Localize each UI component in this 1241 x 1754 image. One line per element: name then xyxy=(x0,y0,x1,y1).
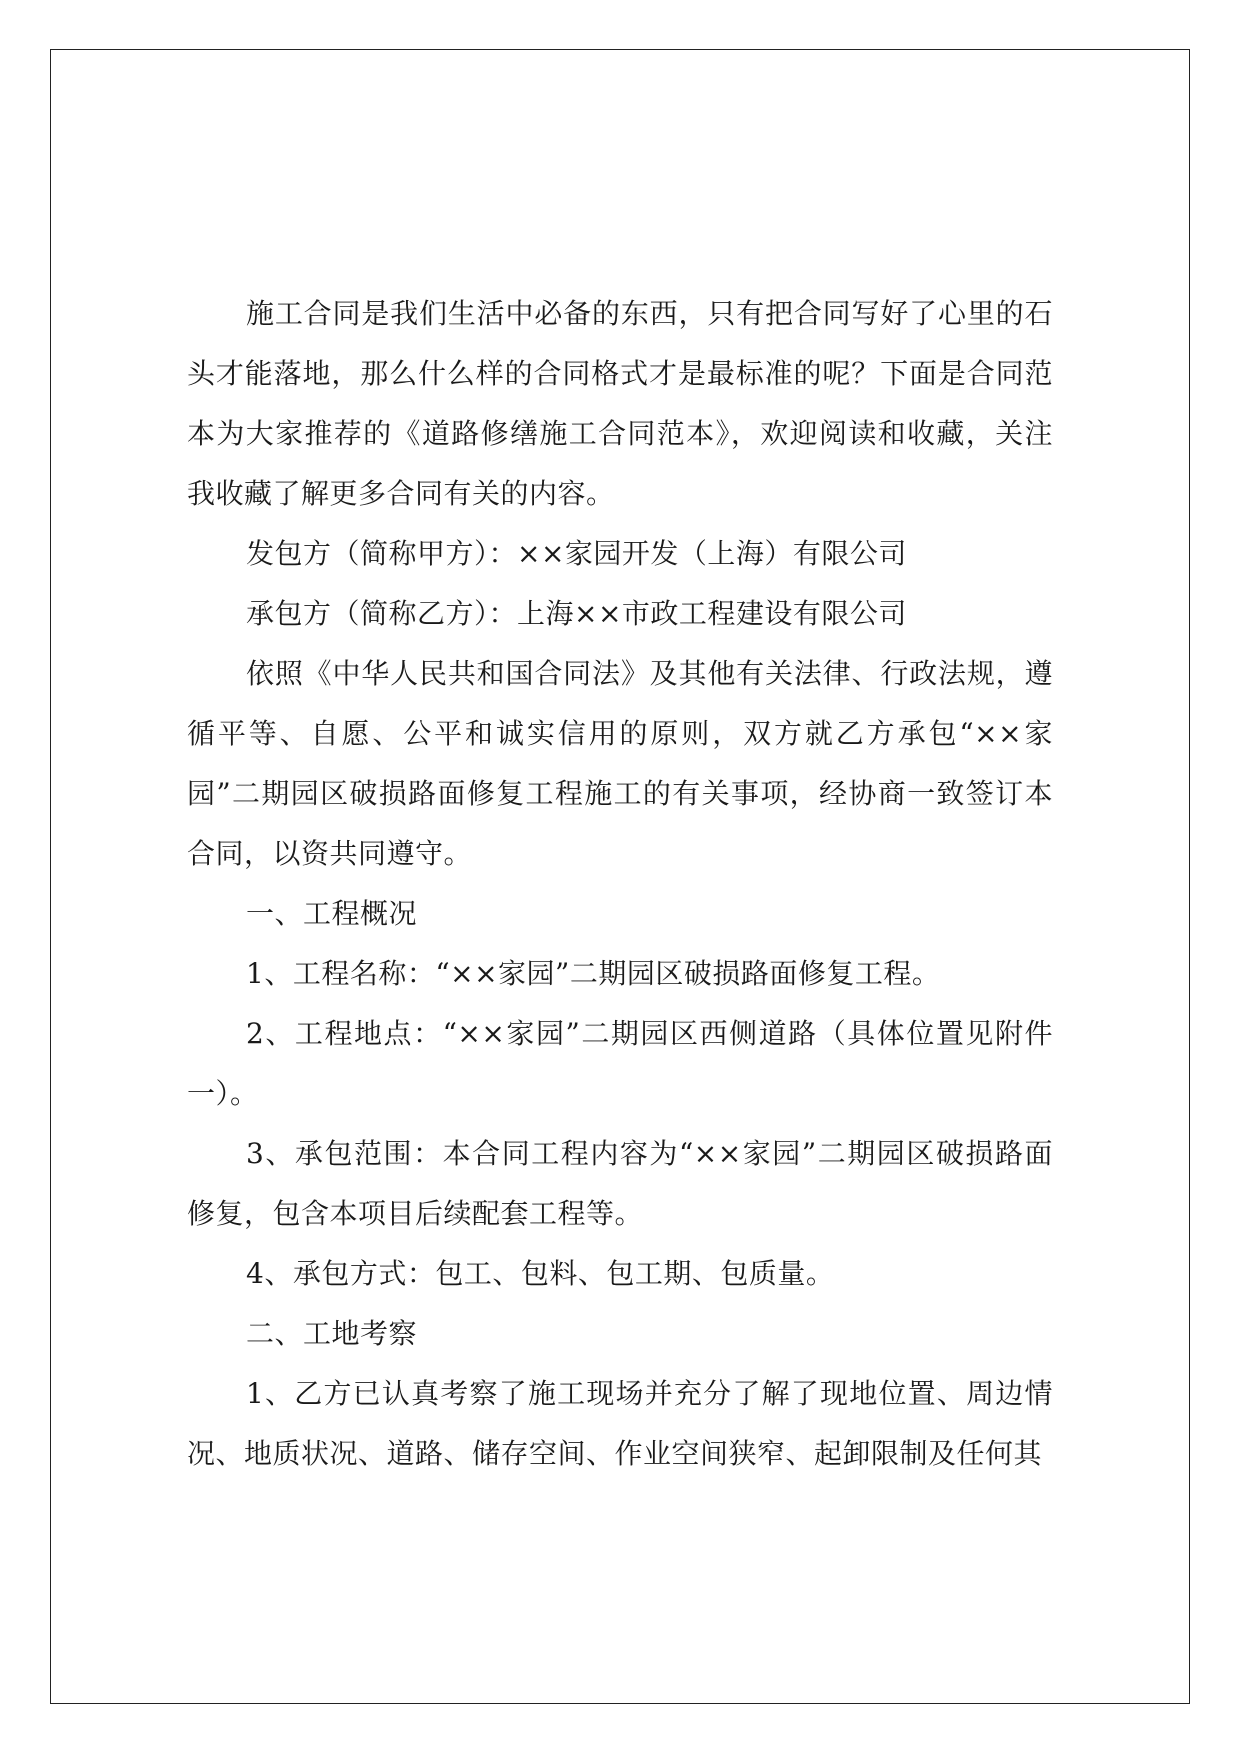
clause-project-location: 2、工程地点：“××家园”二期园区西侧道路（具体位置见附件一）。 xyxy=(187,1017,1053,1110)
intro-paragraph: 施工合同是我们生活中必备的东西，只有把合同写好了心里的石头才能落地，那么什么样的合同格式才是最标准的呢？下面是合同范本为大家推荐的《道路修缮施工合同范本》，欢迎阅读和收藏，关注我收藏了解更多合同有关的内容。 xyxy=(187,297,1053,510)
document-body xyxy=(187,284,1053,1484)
party-b-line: 承包方（简称乙方）：上海××市政工程建设有限公司 xyxy=(246,597,907,630)
party-a-line: 发包方（简称甲方）：××家园开发（上海）有限公司 xyxy=(246,537,907,570)
clause-contract-scope: 3、承包范围：本合同工程内容为“××家园”二期园区破损路面修复，包含本项目后续配套工程等。 xyxy=(187,1137,1053,1230)
preamble-paragraph: 依照《中华人民共和国合同法》及其他有关法律、行政法规，遵循平等、自愿、公平和诚实信用的原则，双方就乙方承包“××家园”二期园区破损路面修复工程施工的有关事项，经协商一致签订本合同，以资共同遵守。 xyxy=(187,657,1053,870)
section-heading-project-overview: 一、工程概况 xyxy=(246,897,418,930)
clause-project-name: 1、工程名称：“××家园”二期园区破损路面修复工程。 xyxy=(246,957,941,990)
clause-contract-method: 4、承包方式：包工、包料、包工期、包质量。 xyxy=(246,1257,835,1290)
clause-site-inspection: 1、乙方已认真考察了施工现场并充分了解了现地位置、周边情况、地质状况、道路、储存空间、作业空间狭窄、起卸限制及任何其 xyxy=(187,1377,1053,1470)
section-heading-site-inspection: 二、工地考察 xyxy=(246,1317,418,1350)
